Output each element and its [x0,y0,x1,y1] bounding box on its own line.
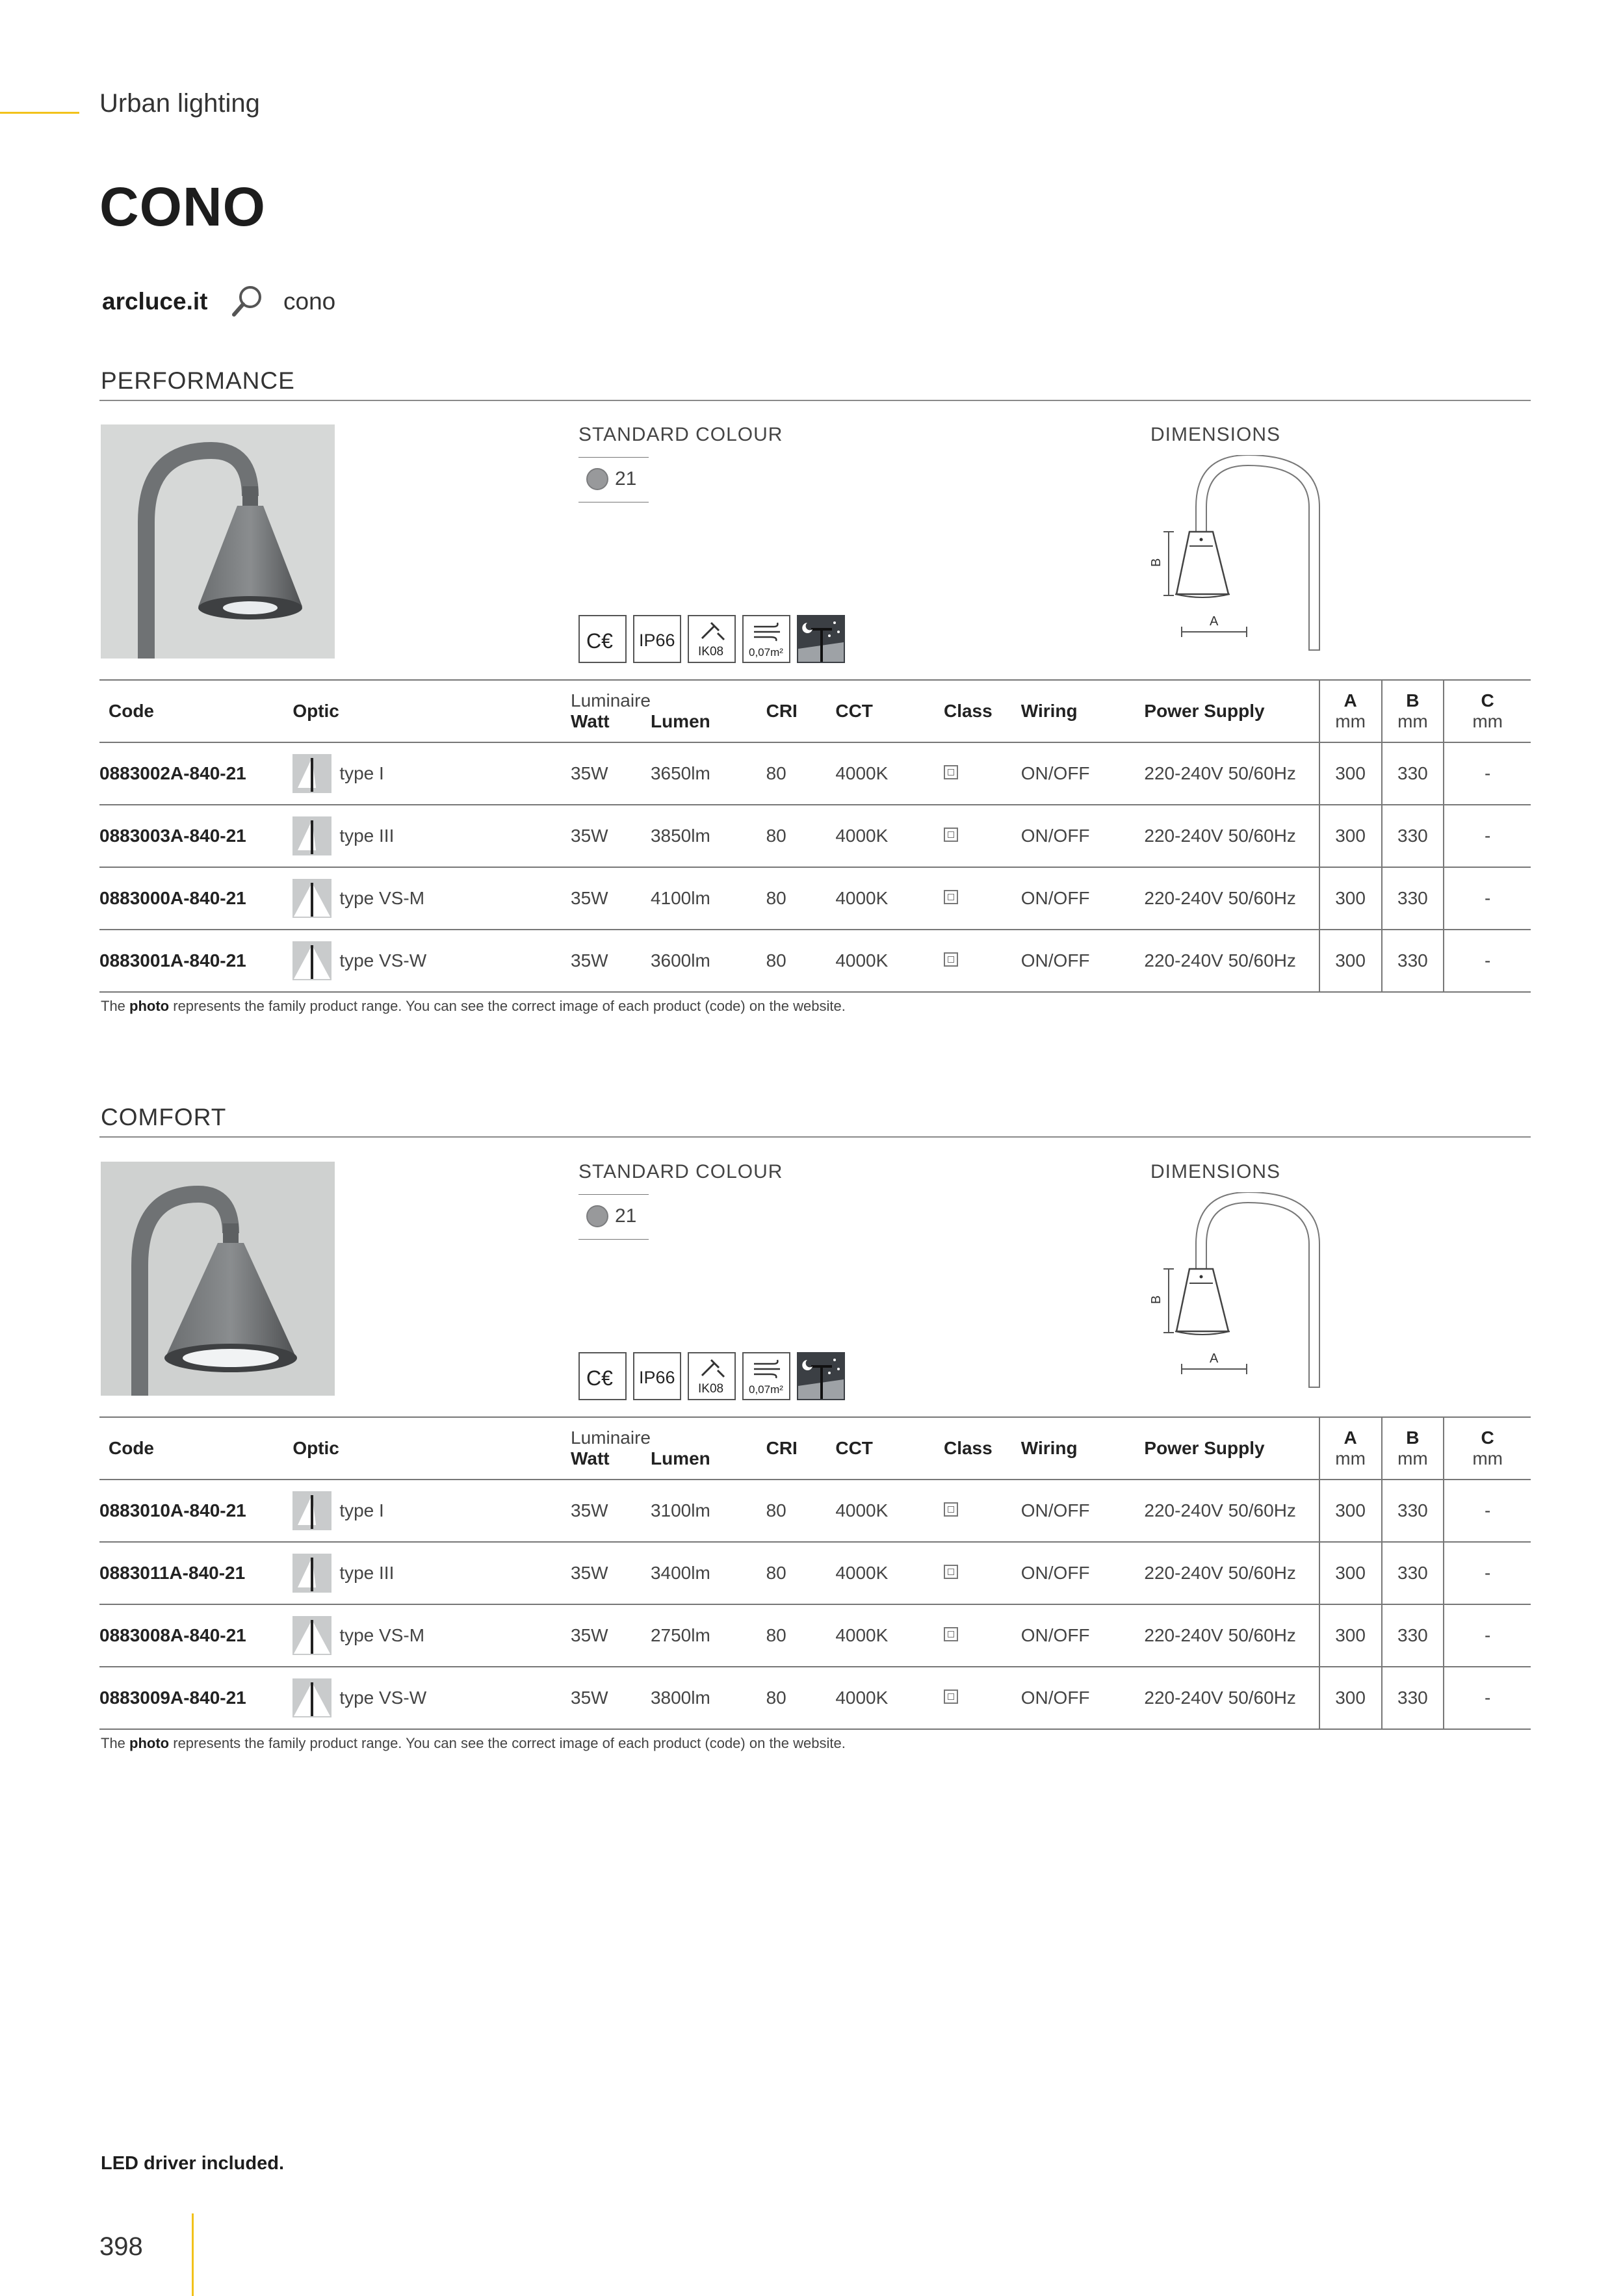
cell-cct: 4000K [835,1542,944,1604]
cell-class [944,805,1021,867]
colour-swatch [578,457,649,502]
table-row [99,930,1531,992]
col-class: Class [944,680,1021,742]
col-code: Code [99,1417,292,1480]
cell-lumen: 3650lm [651,742,766,805]
cell-lumen: 3800lm [651,1667,766,1729]
col-cri: CRI [766,1417,836,1480]
cell-class [944,1667,1021,1729]
footer-accent-line [192,2213,194,2296]
section-title: COMFORT [101,1104,227,1130]
optic-icon [292,1616,331,1655]
cell-cri: 80 [766,1667,836,1729]
cell-class [944,742,1021,805]
cell-cct: 4000K [835,742,944,805]
cell-power: 220-240V 50/60Hz [1144,1480,1319,1542]
col-b: B mm [1382,1417,1444,1480]
cell-watt: 35W [571,1667,651,1729]
col-cct: CCT [835,680,944,742]
cell-b: 330 [1382,930,1444,992]
cell-b: 330 [1382,805,1444,867]
cell-cct: 4000K [835,1480,944,1542]
led-driver-note: LED driver included. [101,2153,284,2174]
cell-wiring: ON/OFF [1021,805,1145,867]
cell-a: 300 [1319,1542,1382,1604]
section-title: PERFORMANCE [101,367,295,394]
optic-icon [292,1554,331,1593]
cell-optic: type VS-M [292,867,571,930]
col-wiring: Wiring [1021,680,1145,742]
cell-cri: 80 [766,1480,836,1542]
colour-swatch [578,1194,649,1240]
ik-rating-icon: IK08 [688,1352,736,1400]
dimension-b-label: B [1150,558,1163,567]
colour-dot [586,468,608,490]
dimensions-drawing [1150,455,1332,657]
col-optic: Optic [292,680,571,742]
cell-a: 300 [1319,930,1382,992]
cell-cri: 80 [766,930,836,992]
cell-optic: type III [292,805,571,867]
table-row [99,805,1531,867]
ce-mark-icon: C€ [578,1352,627,1400]
optic-icon [292,941,331,980]
standard-colour-label: STANDARD COLOUR [578,1161,783,1182]
cell-optic: type I [292,1480,571,1542]
cell-watt: 35W [571,742,651,805]
cell-a: 300 [1319,805,1382,867]
cell-watt: 35W [571,1604,651,1667]
col-c: C mm [1444,1417,1531,1480]
table-row [99,742,1531,805]
class-ii-icon [944,1627,958,1641]
page-number: 398 [99,2232,143,2261]
optic-icon [292,1491,331,1530]
col-watt: Luminaire Watt [571,1417,651,1480]
cell-cct: 4000K [835,867,944,930]
dimension-a-label: A [1210,614,1219,629]
table-row [99,1604,1531,1667]
cell-lumen: 2750lm [651,1604,766,1667]
cell-class [944,930,1021,992]
col-cct: CCT [835,1417,944,1480]
col-lumen: Lumen [651,680,766,742]
class-ii-icon [944,828,958,842]
colour-dot [586,1205,608,1227]
dark-sky-icon [797,615,845,663]
class-ii-icon [944,952,958,967]
cell-b: 330 [1382,742,1444,805]
table-header-row [99,1417,1531,1480]
cell-cri: 80 [766,742,836,805]
cell-wiring: ON/OFF [1021,742,1145,805]
cell-class [944,1542,1021,1604]
col-watt: Luminaire Watt [571,680,651,742]
col-wiring: Wiring [1021,1417,1145,1480]
optic-icon [292,879,331,918]
cell-code[interactable]: 0883003A-840-21 [99,805,292,867]
website-link[interactable]: arcluce.it [102,288,208,315]
cell-watt: 35W [571,1480,651,1542]
photo-note: The photo represents the family product range. You can see the correct image of each product (code) on the website. [101,1735,846,1751]
cell-c: - [1444,1542,1531,1604]
cell-wiring: ON/OFF [1021,1542,1145,1604]
cell-code[interactable]: 0883009A-840-21 [99,1667,292,1729]
cell-code[interactable]: 0883008A-840-21 [99,1604,292,1667]
cell-c: - [1444,742,1531,805]
category-label: Urban lighting [99,89,260,118]
col-luminaire: Luminaire [571,1428,651,1448]
cell-wiring: ON/OFF [1021,930,1145,992]
cell-code[interactable]: 0883011A-840-21 [99,1542,292,1604]
class-ii-icon [944,1565,958,1579]
cell-c: - [1444,867,1531,930]
class-ii-icon [944,1689,958,1704]
section-heading-performance [99,367,1531,401]
optic-icon [292,1678,331,1717]
table-header-row [99,680,1531,742]
cell-power: 220-240V 50/60Hz [1144,805,1319,867]
cell-power: 220-240V 50/60Hz [1144,1667,1319,1729]
cell-class [944,867,1021,930]
standard-colour-label: STANDARD COLOUR [578,424,783,445]
cell-power: 220-240V 50/60Hz [1144,1542,1319,1604]
col-lumen: Lumen [651,1417,766,1480]
table-row [99,1542,1531,1604]
cell-cri: 80 [766,805,836,867]
cell-cri: 80 [766,1604,836,1667]
cell-lumen: 4100lm [651,867,766,930]
cell-watt: 35W [571,805,651,867]
cell-b: 330 [1382,867,1444,930]
cell-c: - [1444,1480,1531,1542]
cell-code[interactable]: 0883001A-840-21 [99,930,292,992]
ip-rating-icon: IP66 [633,615,681,663]
col-a: A mm [1319,680,1382,742]
col-power: Power Supply [1144,680,1319,742]
col-class: Class [944,1417,1021,1480]
product-photo [101,1162,335,1396]
cell-c: - [1444,1604,1531,1667]
colour-code: 21 [615,468,637,489]
col-cri: CRI [766,680,836,742]
cell-b: 330 [1382,1542,1444,1604]
cell-wiring: ON/OFF [1021,1604,1145,1667]
cell-cri: 80 [766,1542,836,1604]
col-c: C mm [1444,680,1531,742]
cell-b: 330 [1382,1604,1444,1667]
table-row [99,1480,1531,1542]
col-optic: Optic [292,1417,571,1480]
cell-power: 220-240V 50/60Hz [1144,742,1319,805]
cell-b: 330 [1382,1667,1444,1729]
search-icon [230,283,265,319]
cell-a: 300 [1319,1480,1382,1542]
cell-a: 300 [1319,1667,1382,1729]
cell-a: 300 [1319,1604,1382,1667]
cell-b: 330 [1382,1480,1444,1542]
class-ii-icon [944,890,958,904]
cell-optic: type III [292,1542,571,1604]
cell-c: - [1444,805,1531,867]
cell-power: 220-240V 50/60Hz [1144,867,1319,930]
cell-code[interactable]: 0883000A-840-21 [99,867,292,930]
cell-cri: 80 [766,867,836,930]
optic-icon [292,754,331,793]
cell-cct: 4000K [835,805,944,867]
col-code: Code [99,680,292,742]
ik-rating-icon: IK08 [688,615,736,663]
dimensions-label: DIMENSIONS [1150,1161,1281,1182]
product-photo [101,424,335,659]
dimensions-label: DIMENSIONS [1150,424,1281,445]
cell-class [944,1480,1021,1542]
cell-a: 300 [1319,742,1382,805]
cell-optic: type VS-M [292,1604,571,1667]
class-ii-icon [944,1502,958,1517]
cell-watt: 35W [571,1542,651,1604]
class-ii-icon [944,765,958,779]
cell-watt: 35W [571,867,651,930]
header-accent-line [0,112,79,114]
cell-optic: type VS-W [292,1667,571,1729]
page-title: CONO [99,176,266,237]
section-heading-comfort [99,1104,1531,1138]
cell-wiring: ON/OFF [1021,1667,1145,1729]
photo-note: The photo represents the family product range. You can see the correct image of each product (code) on the website. [101,998,846,1014]
ip-rating-icon: IP66 [633,1352,681,1400]
cell-lumen: 3600lm [651,930,766,992]
cell-power: 220-240V 50/60Hz [1144,1604,1319,1667]
cell-code[interactable]: 0883002A-840-21 [99,742,292,805]
wind-area-icon: 0,07m² [742,1352,790,1400]
table-row [99,867,1531,930]
col-luminaire: Luminaire [571,690,651,711]
dimension-a-label: A [1210,1351,1219,1366]
cell-optic: type VS-W [292,930,571,992]
col-power: Power Supply [1144,1417,1319,1480]
cell-power: 220-240V 50/60Hz [1144,930,1319,992]
cell-class [944,1604,1021,1667]
cell-a: 300 [1319,867,1382,930]
cell-lumen: 3850lm [651,805,766,867]
cell-cct: 4000K [835,1604,944,1667]
cell-lumen: 3100lm [651,1480,766,1542]
spec-table-performance [99,679,1531,993]
col-b: B mm [1382,680,1444,742]
search-term: cono [283,288,336,315]
cell-c: - [1444,930,1531,992]
cell-optic: type I [292,742,571,805]
dimension-b-label: B [1150,1295,1163,1304]
wind-area-icon: 0,07m² [742,615,790,663]
colour-code: 21 [615,1205,637,1227]
cell-lumen: 3400lm [651,1542,766,1604]
optic-icon [292,816,331,855]
cell-watt: 35W [571,930,651,992]
dark-sky-icon [797,1352,845,1400]
cell-wiring: ON/OFF [1021,867,1145,930]
cell-wiring: ON/OFF [1021,1480,1145,1542]
spec-table-comfort [99,1416,1531,1730]
ce-mark-icon: C€ [578,615,627,663]
cell-code[interactable]: 0883010A-840-21 [99,1480,292,1542]
cell-cct: 4000K [835,1667,944,1729]
cell-cct: 4000K [835,930,944,992]
table-row [99,1667,1531,1729]
col-a: A mm [1319,1417,1382,1480]
dimensions-drawing [1150,1192,1332,1394]
cell-c: - [1444,1667,1531,1729]
